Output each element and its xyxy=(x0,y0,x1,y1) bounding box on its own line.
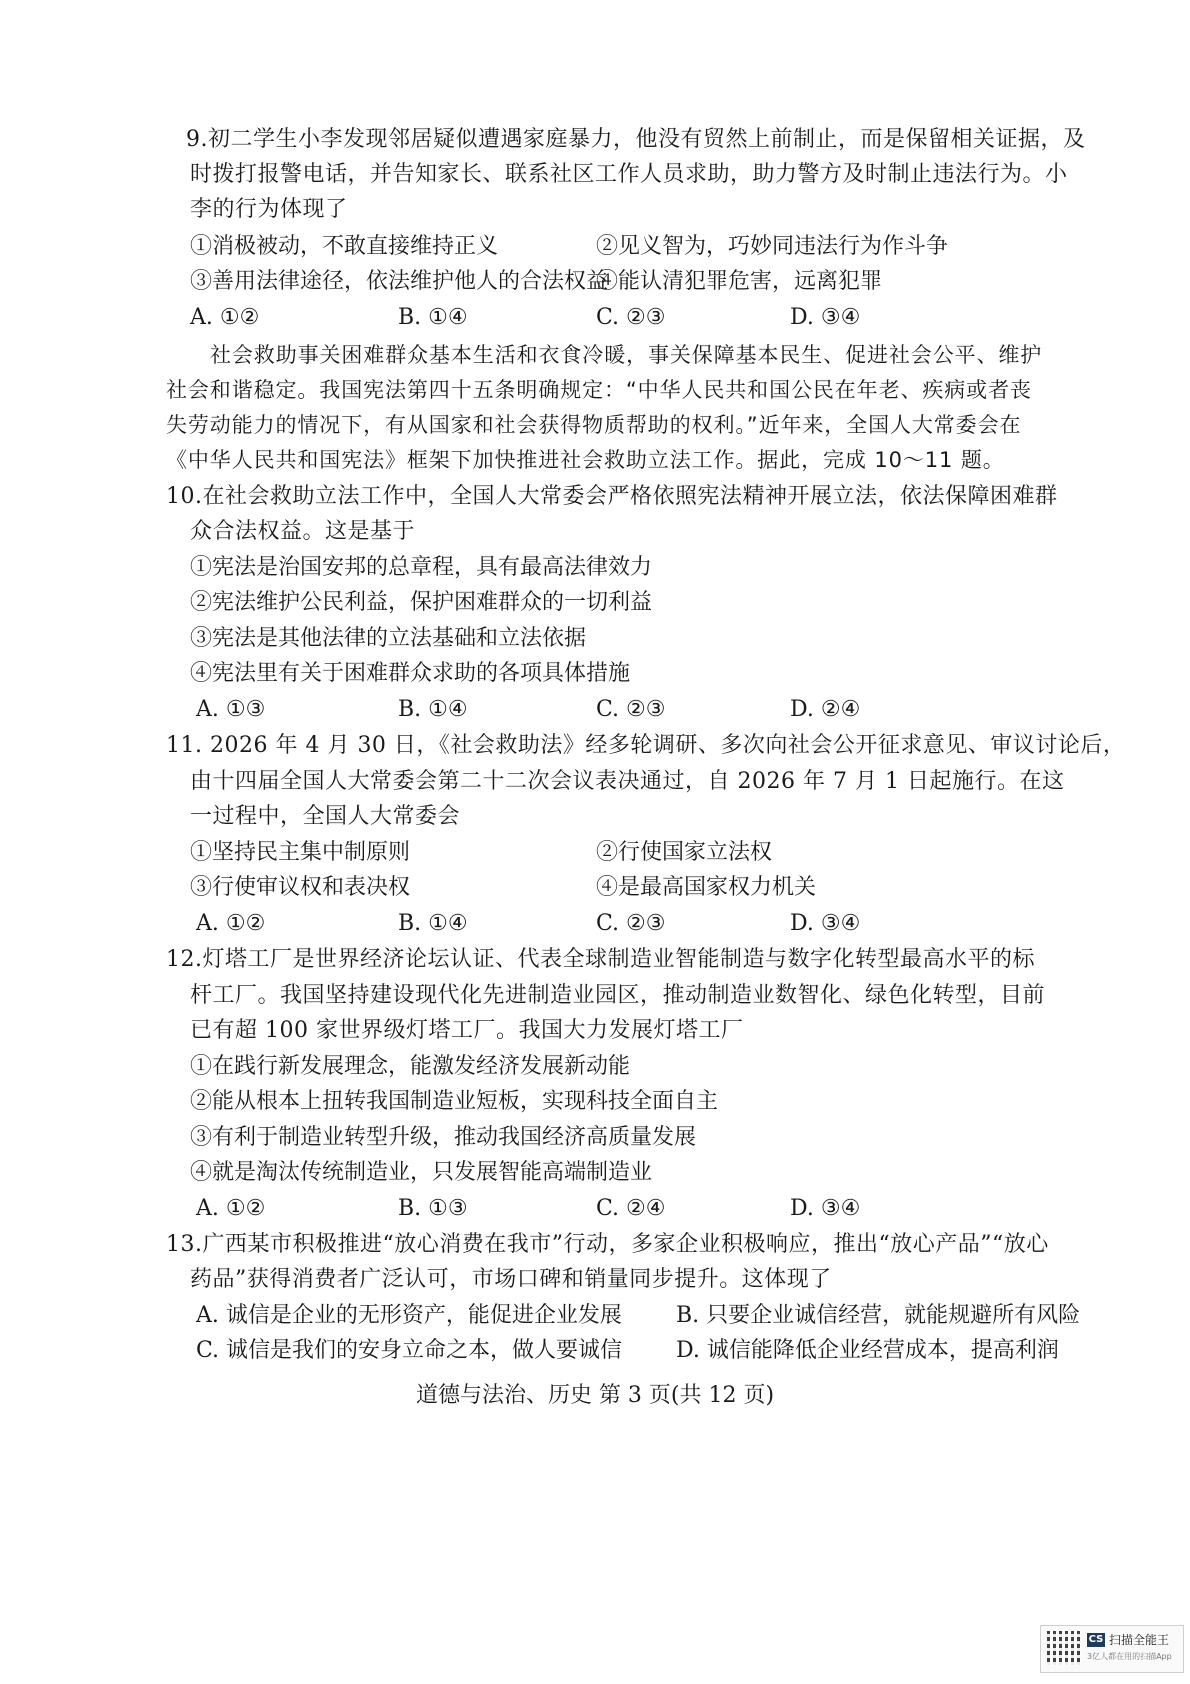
question-11-item-1: ①坚持民主集中制原则 xyxy=(190,840,411,865)
question-9-choice-b: B. ①④ xyxy=(398,305,468,330)
question-13-line-1: 13.广西某市积极推进“放心消费在我市”行动，多家企业积极响应，推出“放心产品”“放心 xyxy=(166,1232,1049,1257)
question-13-choice-c: C. 诚信是我们的安身立命之本，做人要诚信 xyxy=(196,1338,623,1363)
question-10-choice-a: A. ①③ xyxy=(196,697,266,722)
question-12-choice-c: C. ②④ xyxy=(596,1196,666,1221)
question-10-item-1: ①宪法是治国安邦的总章程，具有最高法律效力 xyxy=(190,555,653,580)
question-12-item-1: ①在践行新发展理念，能激发经济发展新动能 xyxy=(190,1054,631,1079)
question-10-item-4: ④宪法里有关于困难群众求助的各项具体措施 xyxy=(190,661,631,686)
cs-logo-icon: CS xyxy=(1088,1634,1104,1645)
question-10-choice-b: B. ①④ xyxy=(398,697,468,722)
question-11-choice-b: B. ①④ xyxy=(398,911,468,936)
question-11-item-4: ④是最高国家权力机关 xyxy=(596,875,817,900)
question-11-choice-a: A. ①② xyxy=(196,911,266,936)
material-line-1: 社会救助事关困难群众基本生活和衣食冷暖，事关保障基本民生、促进社会公平、维护 xyxy=(210,343,1043,367)
question-12-choice-d: D. ③④ xyxy=(790,1196,861,1221)
question-12-line-3: 已有超 100 家世界级灯塔工厂。我国大力发展灯塔工厂 xyxy=(190,1018,744,1043)
question-9-choice-c: C. ②③ xyxy=(596,305,666,330)
question-12-line-1: 12.灯塔工厂是世界经济论坛认证、代表全球制造业智能制造与数字化转型最高水平的标 xyxy=(166,947,1035,972)
question-12-line-2: 杆工厂。我国坚持建设现代化先进制造业园区，推动制造业数智化、绿色化转型，目前 xyxy=(190,983,1046,1008)
question-11-line-2: 由十四届全国人大常委会第二十二次会议表决通过，自 2026 年 7 月 1 日起施行。在这 xyxy=(190,769,1065,794)
question-11-line-3: 一过程中，全国人大常委会 xyxy=(190,804,461,829)
question-10-item-3: ③宪法是其他法律的立法基础和立法依据 xyxy=(190,626,587,651)
scanner-brand-name: 扫描全能王 xyxy=(1109,1633,1170,1647)
page-footer: 道德与法治、历史 第 3 页(共 12 页) xyxy=(415,1383,775,1408)
question-9-item-3: ③善用法律途径，依法维护他人的合法权益 xyxy=(190,269,609,294)
question-10-line-2: 众合法权益。这是基于 xyxy=(190,519,416,544)
question-12-choice-a: A. ①② xyxy=(196,1196,266,1221)
question-10-choice-d: D. ②④ xyxy=(790,697,861,722)
question-12-choice-b: B. ①③ xyxy=(398,1196,468,1221)
question-10-line-1: 10.在社会救助立法工作中，全国人大常委会严格依照宪法精神开展立法，依法保障困难群 xyxy=(166,484,1058,509)
question-12-item-3: ③有利于制造业转型升级，推动我国经济高质量发展 xyxy=(190,1125,697,1150)
question-10-choice-c: C. ②③ xyxy=(596,697,666,722)
question-11-line-1: 11. 2026 年 4 月 30 日，《社会救助法》经多轮调研、多次向社会公开征求意见、审议讨论后， xyxy=(166,733,1126,758)
question-12-item-2: ②能从根本上扭转我国制造业短板，实现科技全面自主 xyxy=(190,1089,719,1114)
qr-code-icon xyxy=(1047,1631,1081,1665)
material-line-4: 《中华人民共和国宪法》框架下加快推进社会救助立法工作。据此，完成 10～11 题。 xyxy=(166,448,1005,472)
question-9-item-2: ②见义智为，巧妙同违法行为作斗争 xyxy=(596,234,949,259)
question-11-choice-d: D. ③④ xyxy=(790,911,861,936)
question-9-item-4: ④能认清犯罪危害，远离犯罪 xyxy=(596,269,883,294)
question-9-choice-a: A. ①② xyxy=(190,305,260,330)
material-line-2: 社会和谐稳定。我国宪法第四十五条明确规定：“中华人民共和国公民在年老、疾病或者丧 xyxy=(166,378,1032,402)
question-9-choice-d: D. ③④ xyxy=(790,305,861,330)
scanner-tagline: 3亿人都在用的扫描App xyxy=(1087,1652,1172,1661)
scanner-badge xyxy=(1040,1625,1184,1673)
question-11-item-3: ③行使审议权和表决权 xyxy=(190,875,411,900)
question-11-choice-c: C. ②③ xyxy=(596,911,666,936)
question-13-choice-b: B. 只要企业诚信经营，就能规避所有风险 xyxy=(676,1303,1081,1328)
question-9-item-1: ①消极被动，不敢直接维持正义 xyxy=(190,234,499,259)
question-9-line-3: 李的行为体现了 xyxy=(190,197,348,222)
question-10-item-2: ②宪法维护公民利益，保护困难群众的一切利益 xyxy=(190,590,653,615)
question-12-item-4: ④就是淘汰传统制造业，只发展智能高端制造业 xyxy=(190,1160,653,1185)
material-line-3: 失劳动能力的情况下，有从国家和社会获得物质帮助的权利。”近年来，全国人大常委会在 xyxy=(166,413,1022,437)
question-13-choice-a: A. 诚信是企业的无形资产，能促进企业发展 xyxy=(196,1303,622,1328)
question-13-choice-d: D. 诚信能降低企业经营成本，提高利润 xyxy=(676,1338,1059,1363)
question-9-line-2: 时拨打报警电话，并告知家长、联系社区工作人员求助，助力警方及时制止违法行为。小 xyxy=(190,162,1068,187)
question-11-item-2: ②行使国家立法权 xyxy=(596,840,773,865)
question-13-line-2: 药品”获得消费者广泛认可，市场口碑和销量同步提升。这体现了 xyxy=(190,1267,832,1292)
question-9-line-1: 9.初二学生小李发现邻居疑似遭遇家庭暴力，他没有贸然上前制止，而是保留相关证据，及 xyxy=(186,127,1086,152)
